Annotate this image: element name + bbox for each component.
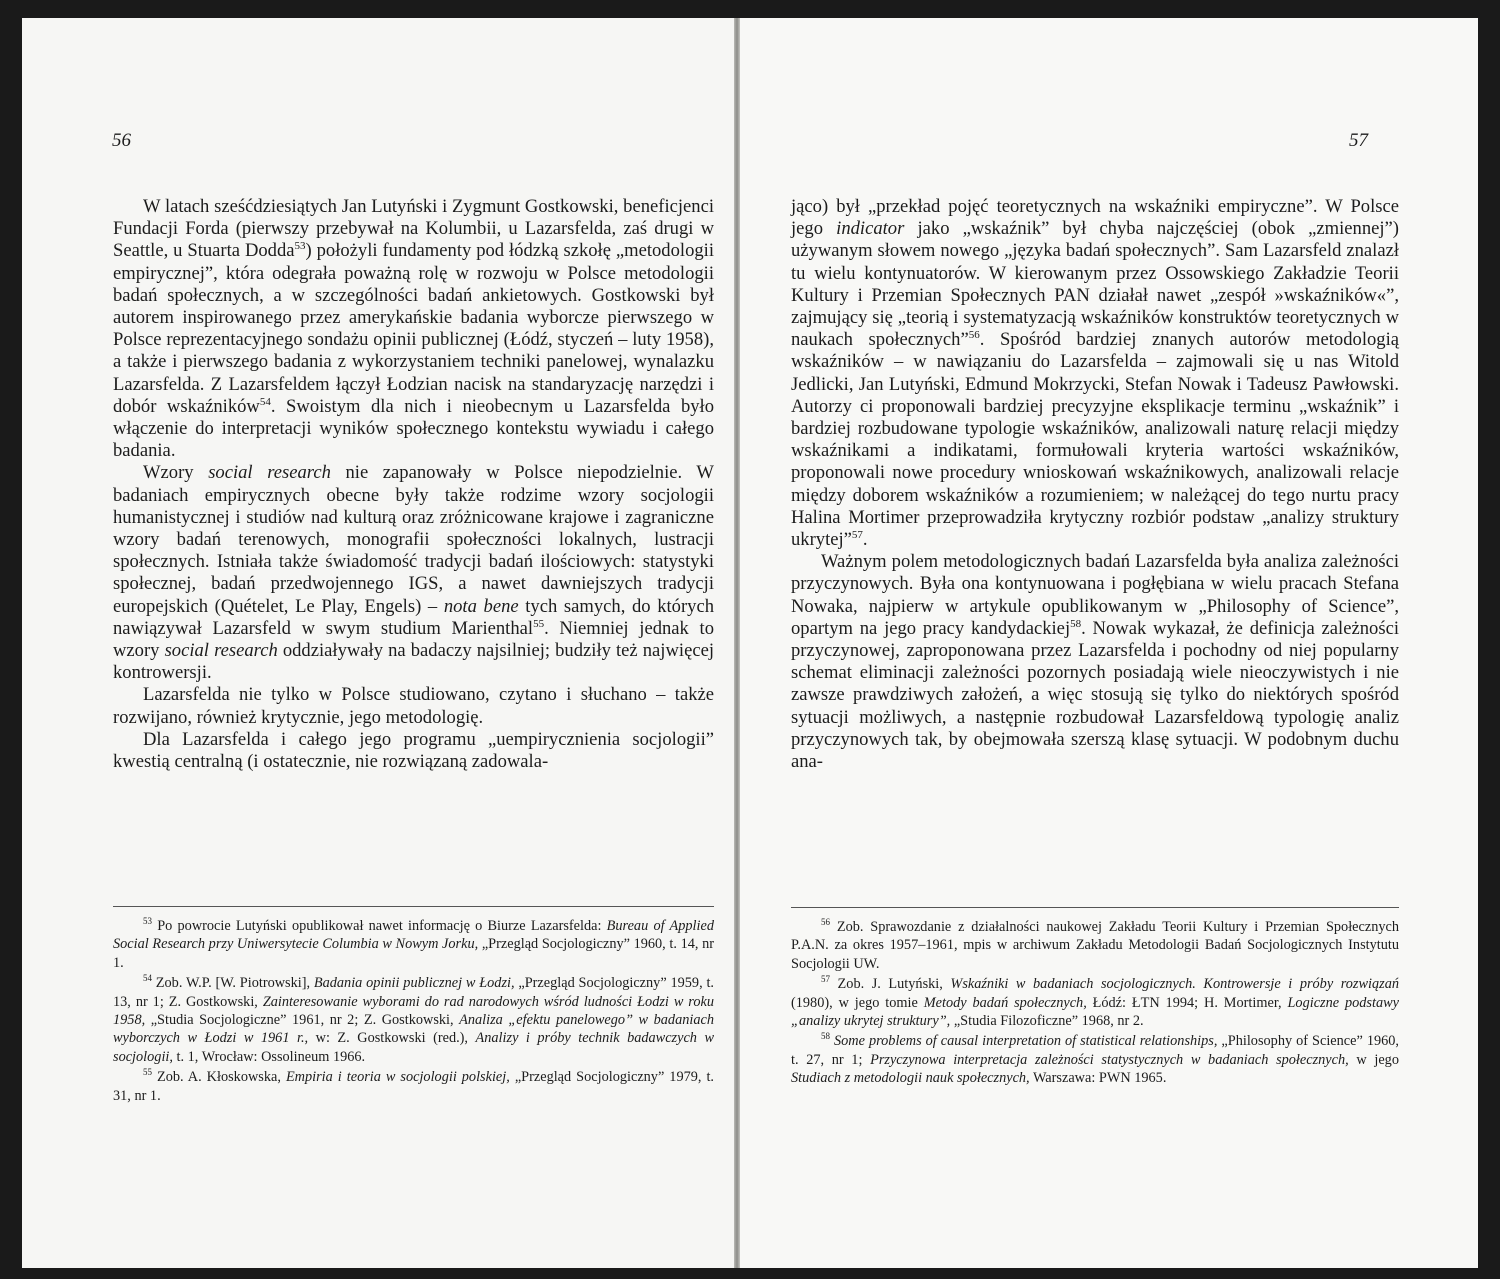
footnote-ref: 55 — [533, 617, 545, 630]
footnote-rule — [791, 907, 1399, 908]
footnote — [791, 1032, 1399, 1087]
italic-text: nota bene — [443, 595, 519, 617]
text-run: „Przegląd Socjologiczny” 1960, t. 14, nr 1. — [113, 936, 714, 971]
text-run: W latach sześćdziesiątych Jan Lutyński i Zygmunt Gostkowski, beneficjenci Fundacji Forda (pierwszy przebywał na Kolumbii, u Lazarsfelda, zaś drugi w Seattle, u Stuarta Dodda — [113, 196, 714, 262]
text-run: Dla Lazarsfelda i całego jego programu „uempirycznienia socjologii” kwestią centralną (i ostatecznie, nie rozwiązaną zadowala- — [113, 728, 714, 773]
text-run: Po powrocie Lutyński opublikował nawet informację o Biurze Lazarsfelda: — [152, 918, 607, 934]
italic-text: Analiza „efektu panelowego” w badaniach wyborczych w Łodzi w 1961 r., — [113, 1012, 714, 1047]
text-run: . Nowak wykazał, że definicja zależności przyczynowej, zaproponowana przez Lazarsfelda i pochodny od niej popularny schemat eliminacji zależności pozornych posiadają wiele nieoczywistych i nie zawsze prawdziwych założeń, a więc stosują się tylko do niektórych spośród sytuacji możliwych, a następnie rozbudował Lazarsfeldową typologię analiz przyczynowych tak, by obejmowała szerszą klasę sytuacji. W podobnym duchu ana- — [791, 617, 1399, 773]
text-run: Lazarsfelda nie tylko w Polsce studiowano, czytano i słuchano – także rozwijano, również krytycznie, jego metodologię. — [113, 684, 714, 728]
text-run: Zob. A. Kłoskowska, — [152, 1069, 286, 1086]
text-run: jąco) był „przekład pojęć teoretycznych na wskaźniki empiryczne”. W Polsce jego — [791, 196, 1399, 240]
italic-text: Zainteresowanie wyborami do rad narodowych wśród ludności Łodzi w roku 1958, — [113, 993, 714, 1029]
footnote-ref: 57 — [821, 974, 830, 985]
text-run: „Studia Filozoficzne” 1968, nr 2. — [950, 1013, 1144, 1030]
text-run: w: Z. Gostkowski (red.), — [308, 1030, 476, 1047]
text-run: oddziaływały na badaczy najsilniej; budziły też najwięcej kontrowersji. — [113, 640, 714, 684]
italic-text: Studiach z metodologii nauk społecznych, — [791, 1070, 1030, 1087]
footnote-ref: 58 — [1070, 617, 1082, 630]
text-run: (1980), w jego tomie — [791, 994, 924, 1011]
paragraph — [113, 684, 714, 728]
footnote — [113, 974, 714, 1066]
text-run: ) położyli fundamenty pod łódzką szkołę „metodologii empirycznej”, która odegrała poważną rolę w rozwoju w Polsce metodologii badań społecznych, a w szczególności badań ankietowych. Gostkowski był autorem inspirowanego przez amerykańskie badania wyborcze pierwszego w Polsce reprezentacyjnego sondażu opinii publicznej (Łódź, styczeń – luty 1958), a także i pierwszego badania z wykorzystaniem techniki panelowej, wynalazku Lazarsfelda. Z Lazarsfeldem łączył Łodzian nacisk na standaryzację narzędzi i dobór wskaźników — [113, 240, 714, 417]
text-run: tych samych, do których nawiązywał Lazarsfeld w swym studium Marienthal — [113, 595, 715, 639]
text-run: Wzory — [143, 462, 209, 484]
italic-text: indicator — [836, 218, 905, 240]
italic-text: social research — [208, 462, 331, 484]
page-number: 57 — [1349, 130, 1368, 151]
text-run: Zob. Sprawozdanie z działalności naukowej Zakładu Teorii Kultury i Przemian Społecznych P.A.N. za okres 1957–1961, mpis w archiwum Zakładu Metodologii Badań Socjologicznych Instytutu Socjologii UW. — [791, 919, 1399, 972]
text-run: Zob. J. Lutyński, — [830, 976, 951, 993]
text-run: „Przegląd Socjologiczny” 1979, t. 31, nr 1. — [113, 1069, 714, 1104]
text-run: . Niemniej jednak to wzory — [113, 617, 715, 662]
text-run: „Studia Socjologiczne” 1961, nr 2; Z. Gostkowski, — [145, 1012, 460, 1029]
text-run: „Philosophy of Science” 1960, t. 27, nr 1; — [791, 1033, 1399, 1068]
italic-text: Logiczne podstawy „analizy ukrytej struktury”, — [791, 994, 1399, 1030]
footnote — [113, 917, 714, 972]
left-page — [22, 18, 734, 1268]
text-run: Ważnym polem metodologicznych badań Lazarsfelda była analiza zależności przyczynowych. Była ona kontynuowana i pogłębiana w wielu pracach Stefana Nowaka, najpierw w artykule opublikowanym w „Philosophy of Science”, opartym na jego pracy kandydackiej — [791, 551, 1399, 639]
italic-text: Wskaźniki w badaniach socjologicznych. Kontrowersje i próby rozwiązań — [950, 976, 1399, 993]
text-run: jako „wskaźnik” był chyba najczęściej (obok „zmiennej”) używanym słowem nowego „języka badań społecznych”. Sam Lazarsfeld znalazł tu wielu kontynuatorów. W kierowanym przez Ossowskiego Zakładzie Teorii Kultury i Przemian Społecznych PAN działał nawet „zespół »wskaźników«”, zajmujący się „teorią i systematyzacją wskaźników konstruktów teoretycznych w naukach społecznych” — [791, 218, 1399, 351]
footnote-ref: 54 — [143, 973, 152, 984]
italic-text: Empiria i teoria w socjologii polskiej, — [285, 1069, 510, 1086]
italic-text: social research — [164, 640, 278, 662]
footnote-ref: 54 — [259, 395, 271, 408]
footnote-ref: 53 — [143, 916, 152, 927]
text-run: t. 1, Wrocław: Ossolineum 1966. — [172, 1048, 366, 1065]
paragraph — [113, 196, 714, 462]
italic-text: Badania opinii publicznej w Łodzi, — [313, 975, 515, 992]
body-text — [791, 196, 1399, 773]
footnote — [791, 975, 1399, 1030]
text-run: nie zapanowały w Polsce niepodzielnie. W badaniach empirycznych obecne były także rodzime wzory socjologii humanistycznej i studiów nad kulturą oraz zróżnicowane krajowe i zagraniczne wzory badań terenowych, monografii społeczności lokalnych, lustracji społecznych. Istniała także świadomość tradycji badań ilościowych: statystyki społecznej, badań przedwojennego IGS, a nawet dawniejszych tradycji europejskich (Quételet, Le Play, Engels) – — [113, 462, 714, 617]
paragraph — [791, 196, 1399, 551]
page-number: 56 — [112, 130, 131, 151]
footnote-ref: 58 — [821, 1031, 830, 1042]
text-run: Warszawa: PWN 1965. — [1029, 1070, 1167, 1087]
footnote-ref: 53 — [294, 240, 306, 253]
text-run: Łódź: ŁTN 1994; H. Mortimer, — [1086, 994, 1288, 1011]
text-run: . Swoistym dla nich i nieobecnym u Lazarsfelda było włączenie do interpretacji wyników społecznego kontekstu wywiadu i całego badania. — [113, 395, 714, 462]
paragraph — [113, 462, 714, 684]
text-run: . — [862, 529, 868, 551]
footnote-ref: 55 — [143, 1067, 152, 1078]
body-text — [113, 196, 714, 773]
text-run: „Przegląd Socjologiczny” 1959, t. 13, nr 1; Z. Gostkowski, — [113, 975, 714, 1010]
paragraph — [113, 729, 714, 773]
italic-text: Bureau of Applied Social Research przy Uniwersytecie Columbia w Nowym Jorku, — [113, 918, 714, 953]
footnotes — [113, 917, 714, 1107]
italic-text: Some problems of causal interpretation of statistical relationships, — [834, 1033, 1218, 1050]
italic-text: Przyczynowa interpretacja zależności statystycznych w badaniach społecznych, — [870, 1051, 1349, 1068]
footnote-ref: 56 — [968, 329, 980, 342]
footnote-rule — [113, 906, 714, 907]
footnote-ref: 56 — [821, 917, 830, 928]
paragraph — [791, 551, 1399, 773]
footnote-ref: 57 — [851, 528, 863, 541]
italic-text: Metody badań społecznych, — [923, 994, 1087, 1011]
text-run: Zob. W.P. [W. Piotrowski], — [152, 975, 314, 992]
text-run: w jego — [1348, 1051, 1399, 1068]
text-run: . Spośród bardziej znanych autorów metodologią wskaźników – w nawiązaniu do Lazarsfelda – zajmowali się u nas Witold Jedlicki, Jan Lutyński, Edmund Mokrzycki, Stefan Nowak i Tadeusz Pawłowski. Autorzy ci proponowali bardziej precyzyjne eksplikacje terminu „wskaźnik” i bardziej rozbudowane typologie wskaźników, analizowali naturę relacji między wskaźnikami a indikatami, formułowali kryteria wartości wskaźników, proponowali nowe procedury wnioskowań wskaźnikowych, analizowali relacje między doborem wskaźników a rozumieniem; w należącej do tego nurtu pracy Halina Mortimer przeprowadziła krytyczny rozbiór podstaw „analizy struktury ukrytej” — [791, 329, 1399, 551]
footnote — [791, 918, 1399, 973]
italic-text: Analizy i próby technik badawczych w socjologii, — [113, 1030, 714, 1065]
footnote — [113, 1068, 714, 1105]
footnotes — [791, 918, 1399, 1090]
right-page — [740, 18, 1478, 1268]
